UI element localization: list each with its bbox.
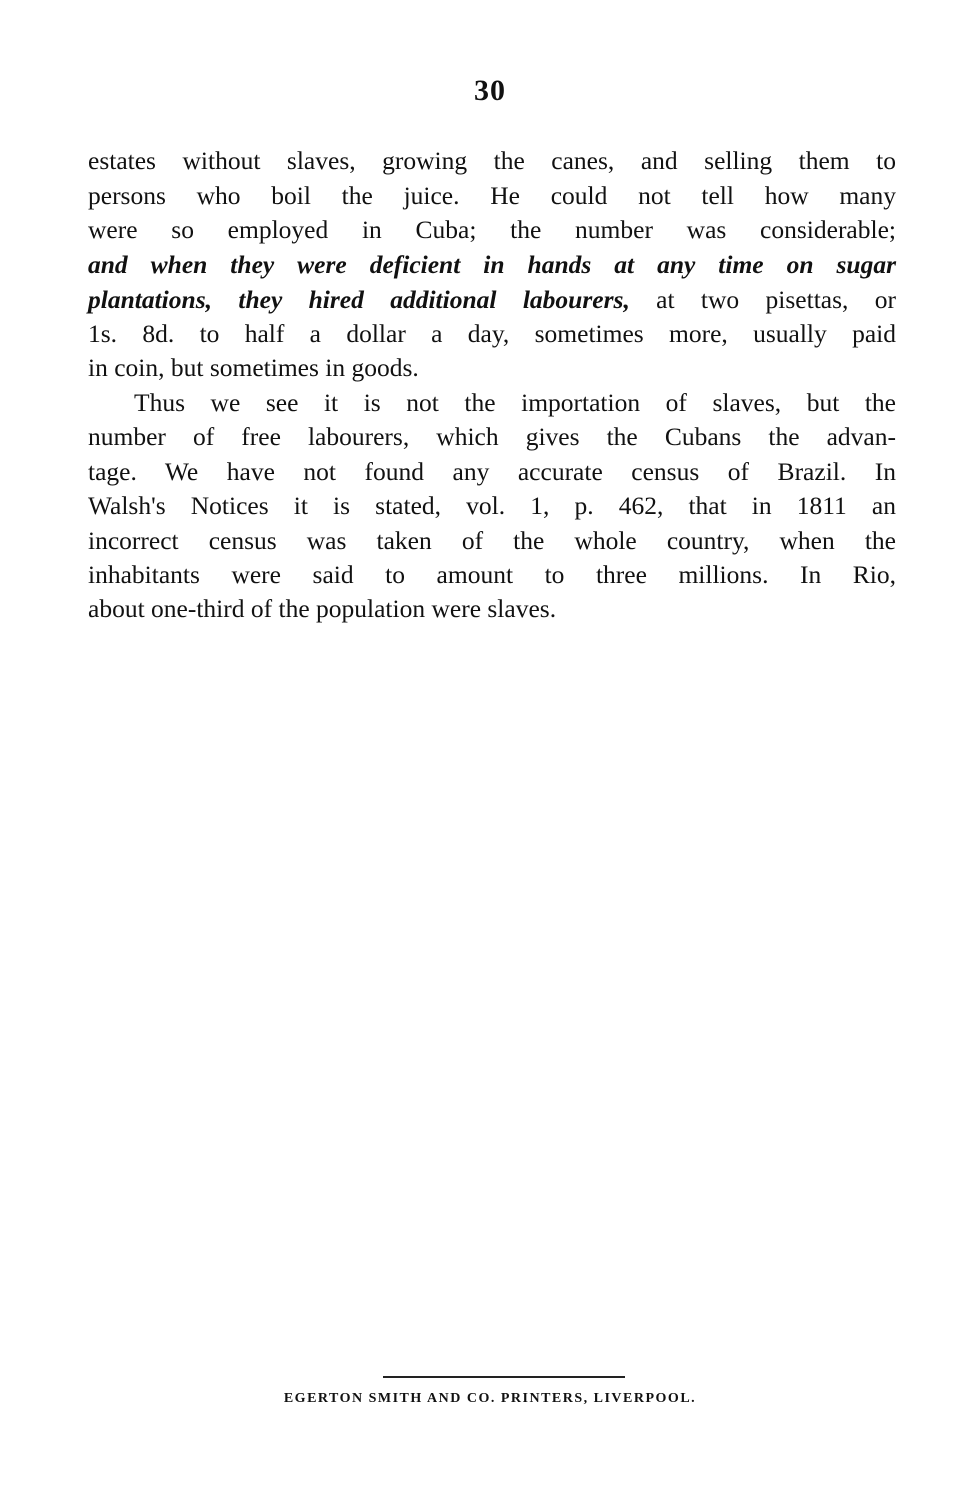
text-line: estates without slaves, growing the canes, and selling them to (88, 146, 896, 175)
text-line: persons who boil the juice. He could not tell how many (88, 181, 896, 210)
text-line-italic (88, 248, 896, 282)
text-line: about one-third of the population were slaves. (88, 594, 557, 623)
page-number: 30 (474, 74, 506, 107)
text-line: Thus we see it is not the importation of slaves, but the (134, 388, 896, 417)
printer-imprint: EGERTON SMITH AND CO. PRINTERS, LIVERPOOL. (283, 1391, 697, 1406)
text-line: Walsh's Notices it is stated, vol. 1, p. 462, that in 1811 an (88, 491, 896, 520)
text-line: were so employed in Cuba; the number was considerable; (88, 215, 896, 244)
text-line-mixed (88, 283, 896, 317)
italic-emphasis: plantations, they hired additional labourers, (88, 285, 630, 314)
text-run: at two pisettas, or (629, 285, 896, 314)
text-line: 1s. 8d. to half a dollar a day, sometimes more, usually paid (88, 319, 896, 348)
text-line: tage. We have not found any accurate census of Brazil. In (88, 457, 896, 486)
italic-emphasis: and when they were deficient in hands at any time on sugar (88, 250, 896, 279)
divider-rule (383, 1376, 625, 1378)
text-line: incorrect census was taken of the whole country, when the (88, 526, 896, 555)
text-line: in coin, but sometimes in goods. (88, 353, 419, 382)
text-line: number of free labourers, which gives the Cubans the advan- (88, 422, 896, 451)
text-line: inhabitants were said to amount to three millions. In Rio, (88, 560, 896, 589)
